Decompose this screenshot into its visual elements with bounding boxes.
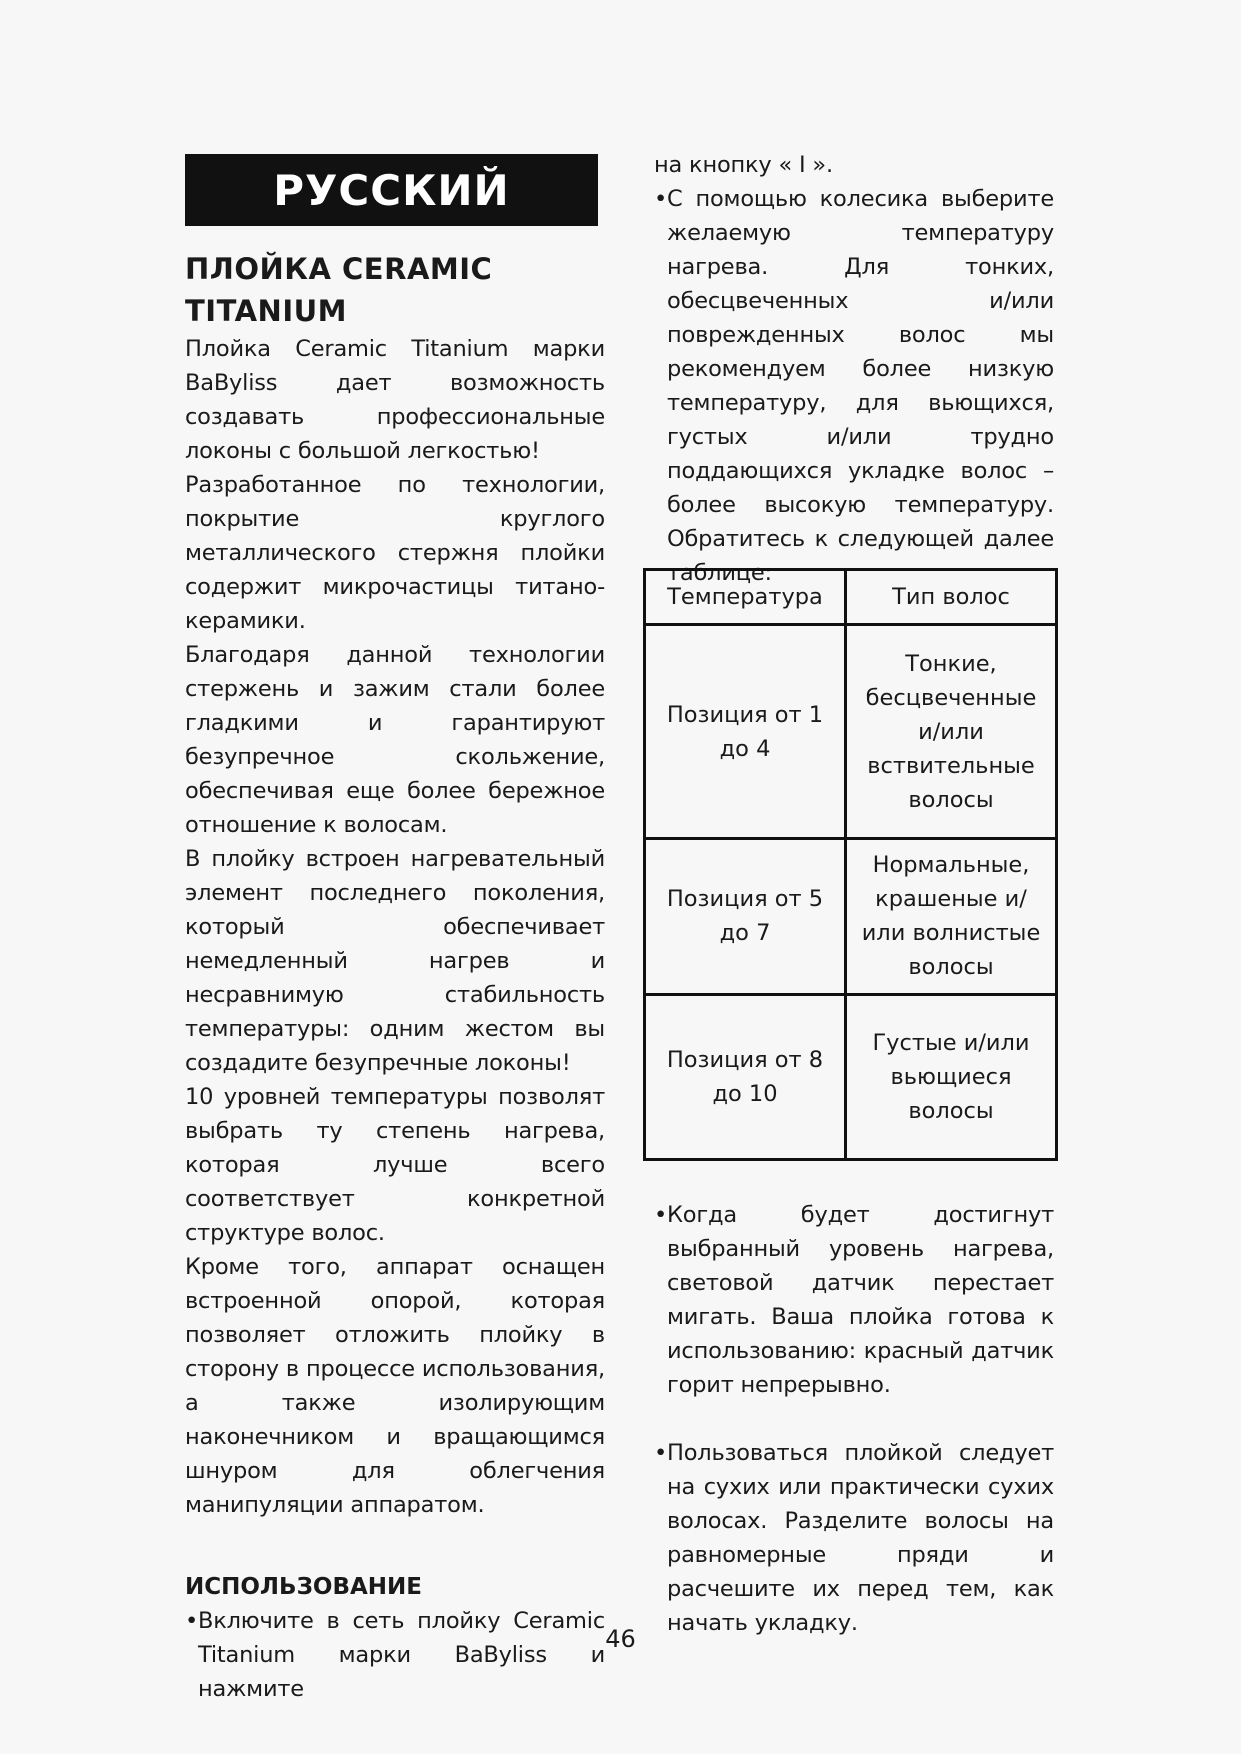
usage-step-2-text: С помощью колесика выберите желаемую температуру нагрева. Для тонких, обесцвеченных и/или поврежденных волос мы рекомендуем более низкую температуру, для вьющихся, густых и/или трудно поддающихся укладке волос – более высокую температуру. Обратитесь к следующей далее таблице: [667, 186, 1054, 586]
table-row [645, 838, 1057, 994]
temperature-cell: Позиция от 5 до 7 [645, 838, 846, 994]
temperature-cell: Позиция от 8 до 10 [645, 994, 846, 1159]
usage-step-2 [654, 182, 1054, 590]
product-title: ПЛОЙКА CERAMIC TITANIUM [185, 252, 493, 328]
bullet-marker: • [185, 1608, 199, 1634]
table-header-row [645, 570, 1057, 625]
table-row [645, 994, 1057, 1159]
usage-step-4 [654, 1436, 1054, 1640]
coating-paragraph: Разработанное по технологии, покрытие круглого металлического стержня плойки содержит микрочастицы титано-керамики. [185, 472, 605, 634]
usage-step-1-continued [654, 148, 1054, 182]
bullet-marker: • [654, 1440, 668, 1466]
bullet-marker: • [654, 186, 668, 212]
usage-step-1 [185, 1604, 605, 1706]
technology-paragraph: Благодаря данной технологии стержень и зажим стали более гладкими и гарантируют безупречное скольжение, обеспечивая еще более бережное отношение к волосам. [185, 642, 605, 838]
usage-step-1-continued-text: на кнопку « I ». [654, 152, 833, 178]
intro-paragraph: Плойка Ceramic Titanium марки BaByliss дает возможность создавать профессиональные локоны с большой легкостью! [185, 336, 605, 464]
hair-type-cell: Тонкие, бесцвеченные и/или вствительные волосы [846, 625, 1057, 838]
page-number: 46 [605, 1625, 636, 1653]
table-row [645, 625, 1057, 838]
heating-paragraph: В плойку встроен нагревательный элемент последнего поколения, который обеспечивает немедленный нагрев и несравнимую стабильность температуры: одним жестом вы создадите безупречные локоны! [185, 846, 605, 1076]
language-label: РУССКИЙ [273, 165, 510, 215]
usage-heading: ИСПОЛЬЗОВАНИЕ [185, 1574, 422, 1600]
temperature-table [643, 568, 1058, 1161]
usage-step-3 [654, 1198, 1054, 1402]
hair-type-cell: Нормальные, крашеные и/или волнистые волосы [846, 838, 1057, 994]
usage-step-4-text: Пользоваться плойкой следует на сухих или практически сухих волосах. Разделите волосы на равномерные пряди и расчешите их перед тем, как начать укладку. [667, 1440, 1054, 1636]
temperature-cell: Позиция от 1 до 4 [645, 625, 846, 838]
features-paragraph: Кроме того, аппарат оснащен встроенной опорой, которая позволяет отложить плойку в сторону в процессе использования, а также изолирующим наконечником и вращающимся шнуром для облегчения манипуляции аппаратом. [185, 1254, 605, 1518]
hair-type-cell: Густые и/или вьющиеся волосы [846, 994, 1057, 1159]
left-column [185, 248, 605, 1706]
usage-step-1-text: Включите в сеть плойку Ceramic Titanium марки BaByliss и нажмите [198, 1608, 605, 1702]
usage-step-3-text: Когда будет достигнут выбранный уровень нагрева, световой датчик перестает мигать. Ваша плойка готова к использованию: красный датчик горит непрерывно. [667, 1202, 1054, 1398]
temperature-levels-paragraph: 10 уровней температуры позволят выбрать ту степень нагрева, которая лучше всего соответствует конкретной структуре волос. [185, 1084, 605, 1246]
bullet-marker: • [654, 1202, 668, 1228]
header-temperature: Температура [645, 570, 846, 625]
language-banner [185, 154, 598, 226]
header-hair-type: Тип волос [846, 570, 1057, 625]
